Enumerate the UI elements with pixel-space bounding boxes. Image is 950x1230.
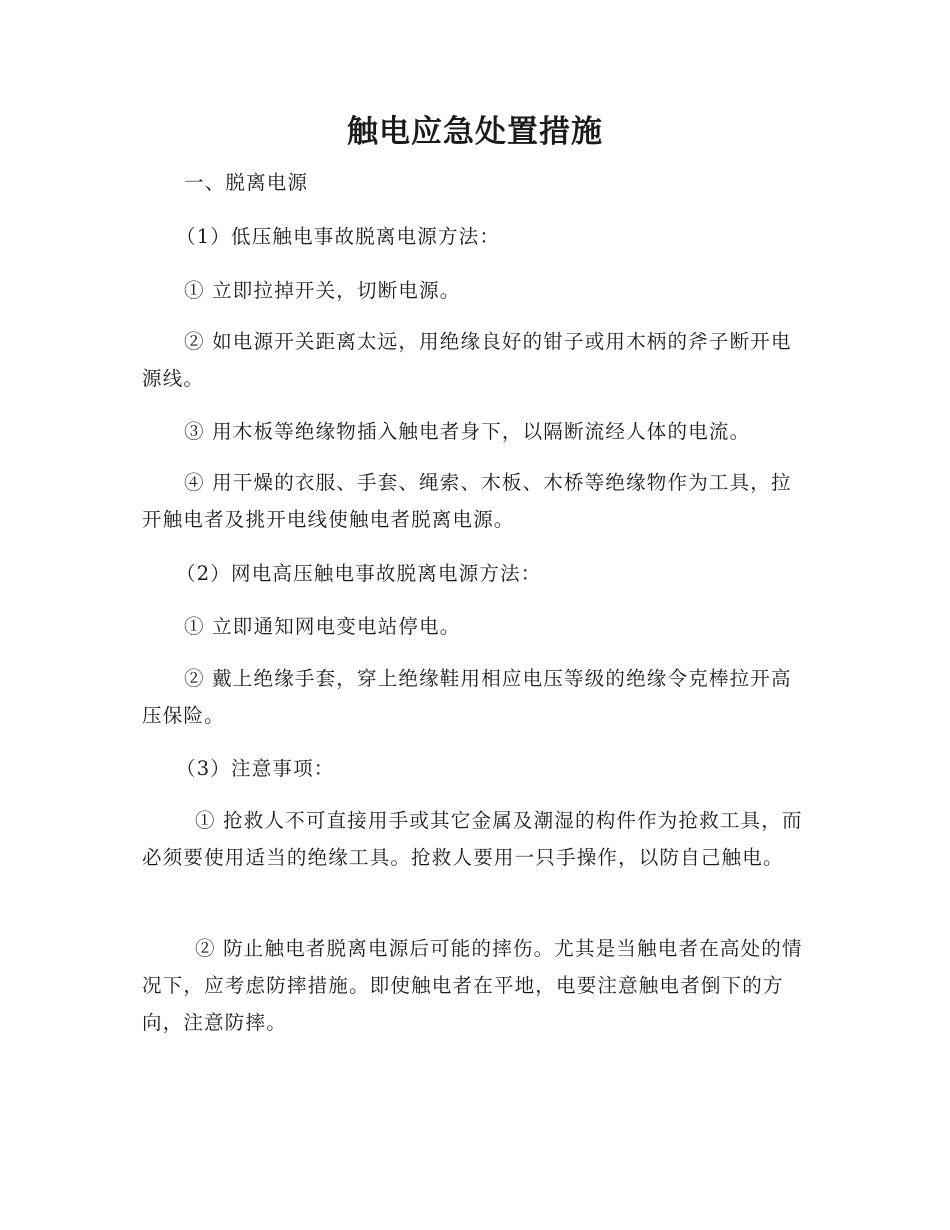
list-item-high-voltage-1: ① 立即通知网电变电站停电。 [184,615,461,638]
list-item-low-voltage-1: ① 立即拉掉开关，切断电源。 [184,279,461,302]
section-heading-disconnect-power: 一、脱离电源 [184,171,309,194]
subsection-notes: （3）注意事项： [176,757,335,780]
list-item-notes-2: ② 防止触电者脱离电源后可能的摔伤。尤其是当触电者在高处的情况下，应考虑防摔措施。即使触电者在平地，电要注意触电者倒下的方向，注意防摔。 [142,937,803,1034]
subsection-low-voltage: （1）低压触电事故脱离电源方法： [176,225,501,248]
list-item-low-voltage-2: ② 如电源开关距离太远，用绝缘良好的钳子或用木柄的斧子断开电源线。 [142,330,792,390]
subsection-high-voltage: （2）网电高压触电事故脱离电源方法： [176,562,542,585]
list-item-high-voltage-2: ② 戴上绝缘手套，穿上绝缘鞋用相应电压等级的绝缘令克棒拉开高压保险。 [142,667,792,727]
document-title: 触电应急处置措施 [347,114,603,150]
list-item-low-voltage-3: ③ 用木板等绝缘物插入触电者身下，以隔断流经人体的电流。 [184,420,751,443]
list-item-low-voltage-4: ④ 用干燥的衣服、手套、绳索、木板、木桥等绝缘物作为工具，拉开触电者及挑开电线使触电者脱离电源。 [142,471,792,531]
list-item-notes-1: ① 抢救人不可直接用手或其它金属及潮湿的构件作为抢救工具，而必须要使用适当的绝缘工具。抢救人要用一只手操作，以防自己触电。 [142,809,803,869]
